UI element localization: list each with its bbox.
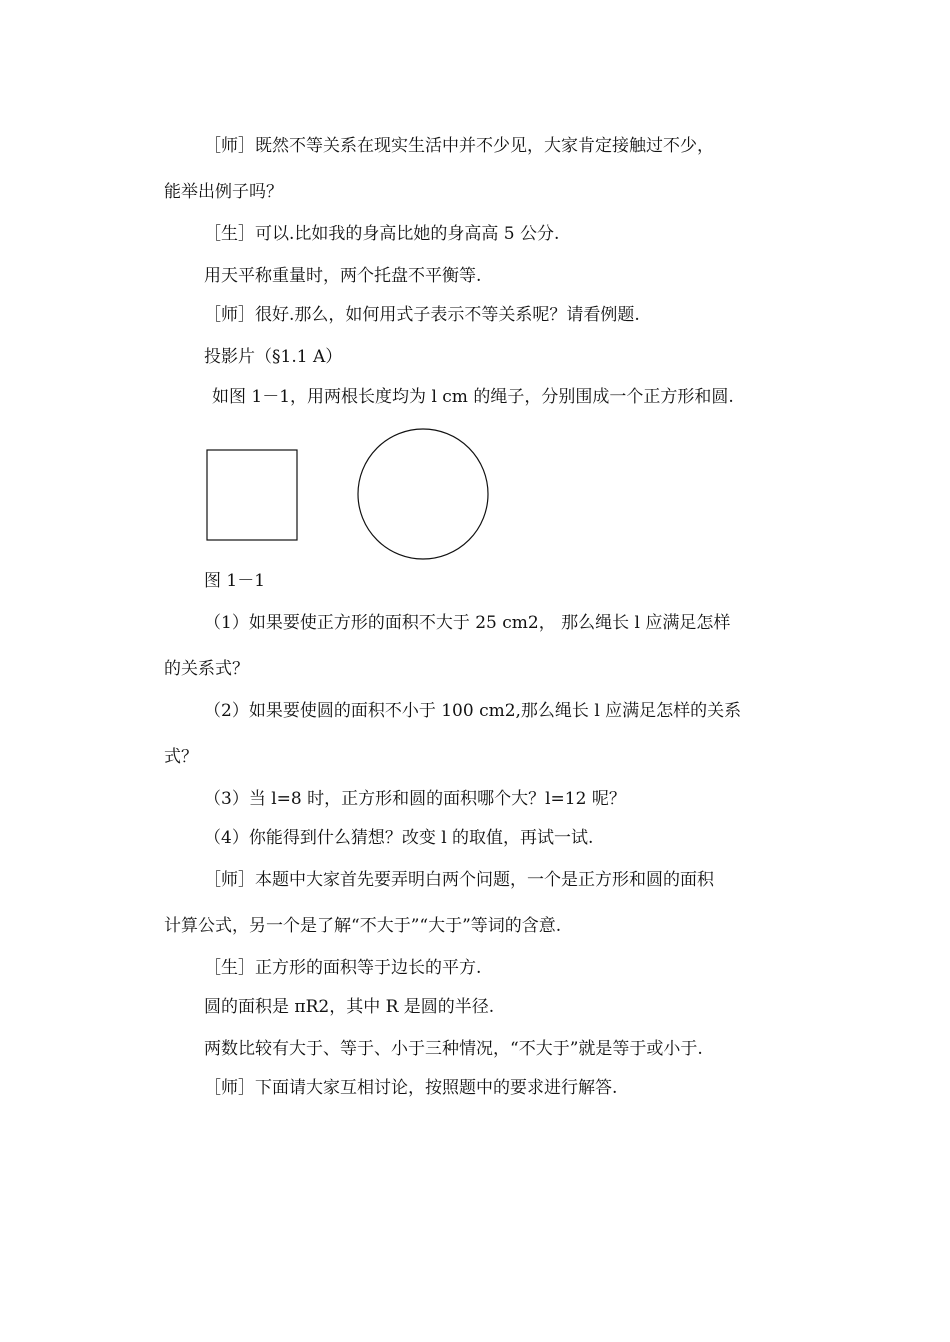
- figure-caption: 图 1－1: [204, 571, 266, 591]
- figure-1-1: [200, 425, 520, 575]
- paragraph-line: 投影片（§1.1 A）: [204, 347, 343, 367]
- paragraph-line: 圆的面积是 πR2，其中 R 是圆的半径.: [204, 997, 495, 1017]
- paragraph-line: ［生］可以.比如我的身高比她的身高高 5 公分.: [204, 224, 560, 244]
- paragraph-line: 两数比较有大于、等于、小于三种情况，“不大于”就是等于或小于.: [204, 1039, 703, 1059]
- paragraph-line: 如图 1－1，用两根长度均为 l cm 的绳子，分别围成一个正方形和圆.: [212, 387, 734, 407]
- paragraph-line: 能举出例子吗？: [164, 182, 283, 202]
- paragraph-line: 式？: [164, 747, 198, 767]
- paragraph-line: （1）如果要使正方形的面积不大于 25 cm2， 那么绳长 l 应满足怎样: [204, 613, 731, 633]
- paragraph-line: 计算公式，另一个是了解“不大于”“大于”等词的含意.: [164, 916, 562, 936]
- paragraph-line: ［师］本题中大家首先要弄明白两个问题，一个是正方形和圆的面积: [204, 870, 714, 890]
- square-shape: [207, 450, 297, 540]
- paragraph-line: ［生］正方形的面积等于边长的平方.: [204, 958, 482, 978]
- paragraph-line: （2）如果要使圆的面积不小于 100 cm2,那么绳长 l 应满足怎样的关系: [204, 701, 742, 721]
- paragraph-line: ［师］既然不等关系在现实生活中并不少见，大家肯定接触过不少，: [204, 136, 714, 156]
- paragraph-line: （3）当 l=8 时，正方形和圆的面积哪个大？l=12 呢？: [204, 789, 626, 809]
- circle-shape: [358, 429, 488, 559]
- paragraph-line: 用天平称重量时，两个托盘不平衡等.: [204, 266, 482, 286]
- paragraph-line: 的关系式？: [164, 659, 249, 679]
- paragraph-line: （4）你能得到什么猜想？改变 l 的取值，再试一试.: [204, 828, 594, 848]
- paragraph-line: ［师］很好.那么，如何用式子表示不等关系呢？请看例题.: [204, 305, 640, 325]
- paragraph-line: ［师］下面请大家互相讨论，按照题中的要求进行解答.: [204, 1078, 618, 1098]
